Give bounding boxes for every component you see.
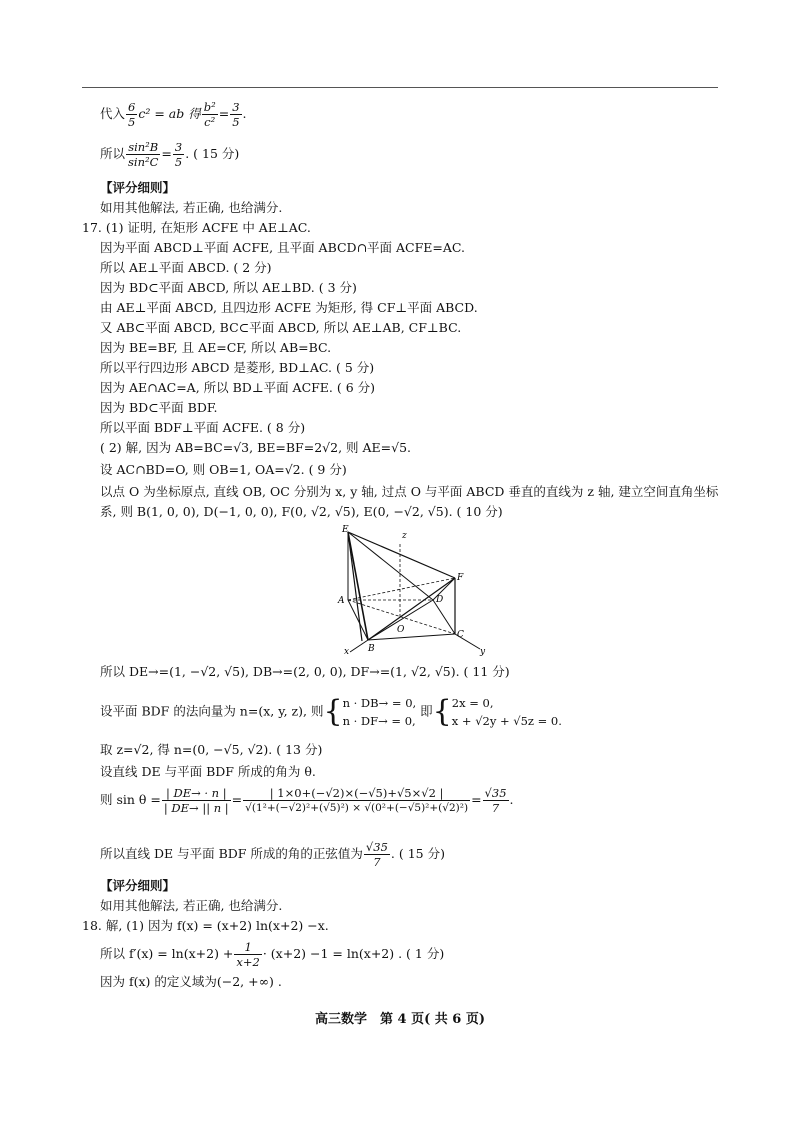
- q17-line: 所以 DE→=(1, −√2, √5), DB→=(2, 0, 0), DF→=(1, √2, √5). ( 11 分): [100, 664, 510, 679]
- rubric-title: 【评分细则】: [100, 878, 176, 893]
- fraction: $\frac{6}{5}$: [128, 100, 136, 129]
- label-y: y: [480, 647, 486, 657]
- header-rule: [82, 87, 718, 88]
- line-substitute: 代入 $\frac{6}{5}$ c² = ab 得 $\frac{\text{b²}}{\text{c²}}$ = $\frac{3}{5}$ .: [100, 100, 247, 129]
- q17-line: 17. (1) 证明, 在矩形 ACFE 中 AE⊥AC.: [82, 220, 311, 235]
- fraction: $\frac{3}{5}$: [174, 140, 183, 169]
- q17-line: 系, 则 B(1, 0, 0), D(−1, 0, 0), F(0, √2, √5), E(0, −√2, √5). ( 10 分): [100, 504, 503, 519]
- rubric-text: 如用其他解法, 若正确, 也给满分.: [100, 898, 283, 913]
- q17-line: 因为 BD⊂平面 BDF.: [100, 400, 218, 415]
- q17-line: 设直线 DE 与平面 BDF 所成的角为 θ.: [100, 764, 316, 779]
- fraction: $\frac{√35}{7}$: [484, 786, 507, 815]
- label-F: F: [457, 573, 464, 583]
- q17-line: 所以平面 BDF⊥平面 ACFE. ( 8 分): [100, 420, 306, 435]
- fraction: $\frac{3}{5}$: [232, 100, 240, 129]
- geometry-figure: [330, 522, 490, 658]
- label-x: x: [344, 647, 350, 657]
- q18-line: 18. 解, (1) 因为 f(x) = (x+2) ln(x+2) −x.: [82, 918, 329, 933]
- label-E: E: [342, 525, 349, 535]
- rubric-title: 【评分细则】: [100, 180, 176, 195]
- q17-line: 因为 AE∩AC=A, 所以 BD⊥平面 ACFE. ( 6 分): [100, 380, 376, 395]
- fraction: $\frac{\text{b²}}{\text{c²}}$: [203, 100, 216, 129]
- q18-line: 因为 f(x) 的定义域为(−2, +∞) .: [100, 974, 282, 989]
- line-sin-ratio: 所以 $\frac{\text{sin²B}}{\text{sin²C}}$ = $\frac{3}{5}$ . ( 15 分): [100, 140, 240, 169]
- q17-line: 设 AC∩BD=O, 则 OB=1, OA=√2. ( 9 分): [100, 462, 347, 477]
- fraction: $\frac{| 1\times 0+(-√2)\times(-√5)+√5\times√2 |}{\text{√(1²+(−√2)²+(√5)²) × √(0²+(−√5)²+(√2)²)}}$: [245, 786, 469, 814]
- rubric-text: 如用其他解法, 若正确, 也给满分.: [100, 200, 283, 215]
- q17-line: 因为平面 ABCD⊥平面 ACFE, 且平面 ABCD∩平面 ACFE=AC.: [100, 240, 466, 255]
- line-normal-vector: 设平面 BDF 的法向量为 n=(x, y, z), 则{ n · DB→ = 0, n · DF→ = 0, 即{ 2x = 0, x + √2y + √5z = 0.: [100, 694, 562, 729]
- label-O: O: [397, 625, 405, 635]
- q17-line: 以点 O 为坐标原点, 直线 OB, OC 分别为 x, y 轴, 过点 O 与平面 ABCD 垂直的直线为 z 轴, 建立空间直角坐标: [100, 484, 719, 499]
- fraction: $\frac{1}{x+2}$: [236, 940, 260, 969]
- line-sin-theta: 则 sin θ = $\frac{| DE\to \cdot n |}{| DE\to || n |}$ = $\frac{| 1\times 0+(-√2)\times(-√5)+√5\times√2 |}{\text{√(1²+(−√2)²+(√5)²) × √(0²+(−√5)²+(√2)²)}}$ = $\frac{√35}{7}$ .: [100, 786, 514, 815]
- q17-line: 因为 BD⊂平面 ABCD, 所以 AE⊥BD. ( 3 分): [100, 280, 357, 295]
- q17-line: 所以平行四边形 ABCD 是菱形, BD⊥AC. ( 5 分): [100, 360, 375, 375]
- line-derivative: 所以 f′(x) = ln(x+2) + $\frac{1}{x+2}$ · (x+2) −1 = ln(x+2) . ( 1 分): [100, 940, 445, 969]
- q17-line: ( 2) 解, 因为 AB=BC=√3, BE=BF=2√2, 则 AE=√5.: [100, 440, 412, 455]
- q17-line: 所以 AE⊥平面 ABCD. ( 2 分): [100, 260, 272, 275]
- q17-line: 由 AE⊥平面 ABCD, 且四边形 ACFE 为矩形, 得 CF⊥平面 ABCD.: [100, 300, 478, 315]
- page-footer: 高三数学 第 4 页( 共 6 页): [314, 1012, 486, 1027]
- fraction: $\frac{| DE\to \cdot n |}{| DE\to || n |}$: [163, 786, 229, 815]
- label-z: z: [402, 531, 407, 541]
- label-B: B: [368, 644, 375, 654]
- label-D: D: [436, 595, 444, 605]
- fraction: $\frac{\text{sin²B}}{\text{sin²C}}$: [128, 140, 159, 169]
- q17-line: 因为 BE=BF, 且 AE=CF, 所以 AB=BC.: [100, 340, 332, 355]
- label-C: C: [457, 630, 464, 640]
- label-A: A: [338, 596, 345, 606]
- q17-line: 又 AB⊂平面 ABCD, BC⊂平面 ABCD, 所以 AE⊥AB, CF⊥BC.: [100, 320, 462, 335]
- line-sine-value: 所以直线 DE 与平面 BDF 所成的角的正弦值为 $\frac{√35}{7}$ . ( 15 分): [100, 840, 445, 869]
- fraction: $\frac{√35}{7}$: [365, 840, 388, 869]
- q17-line: 取 z=√2, 得 n=(0, −√5, √2). ( 13 分): [100, 742, 323, 757]
